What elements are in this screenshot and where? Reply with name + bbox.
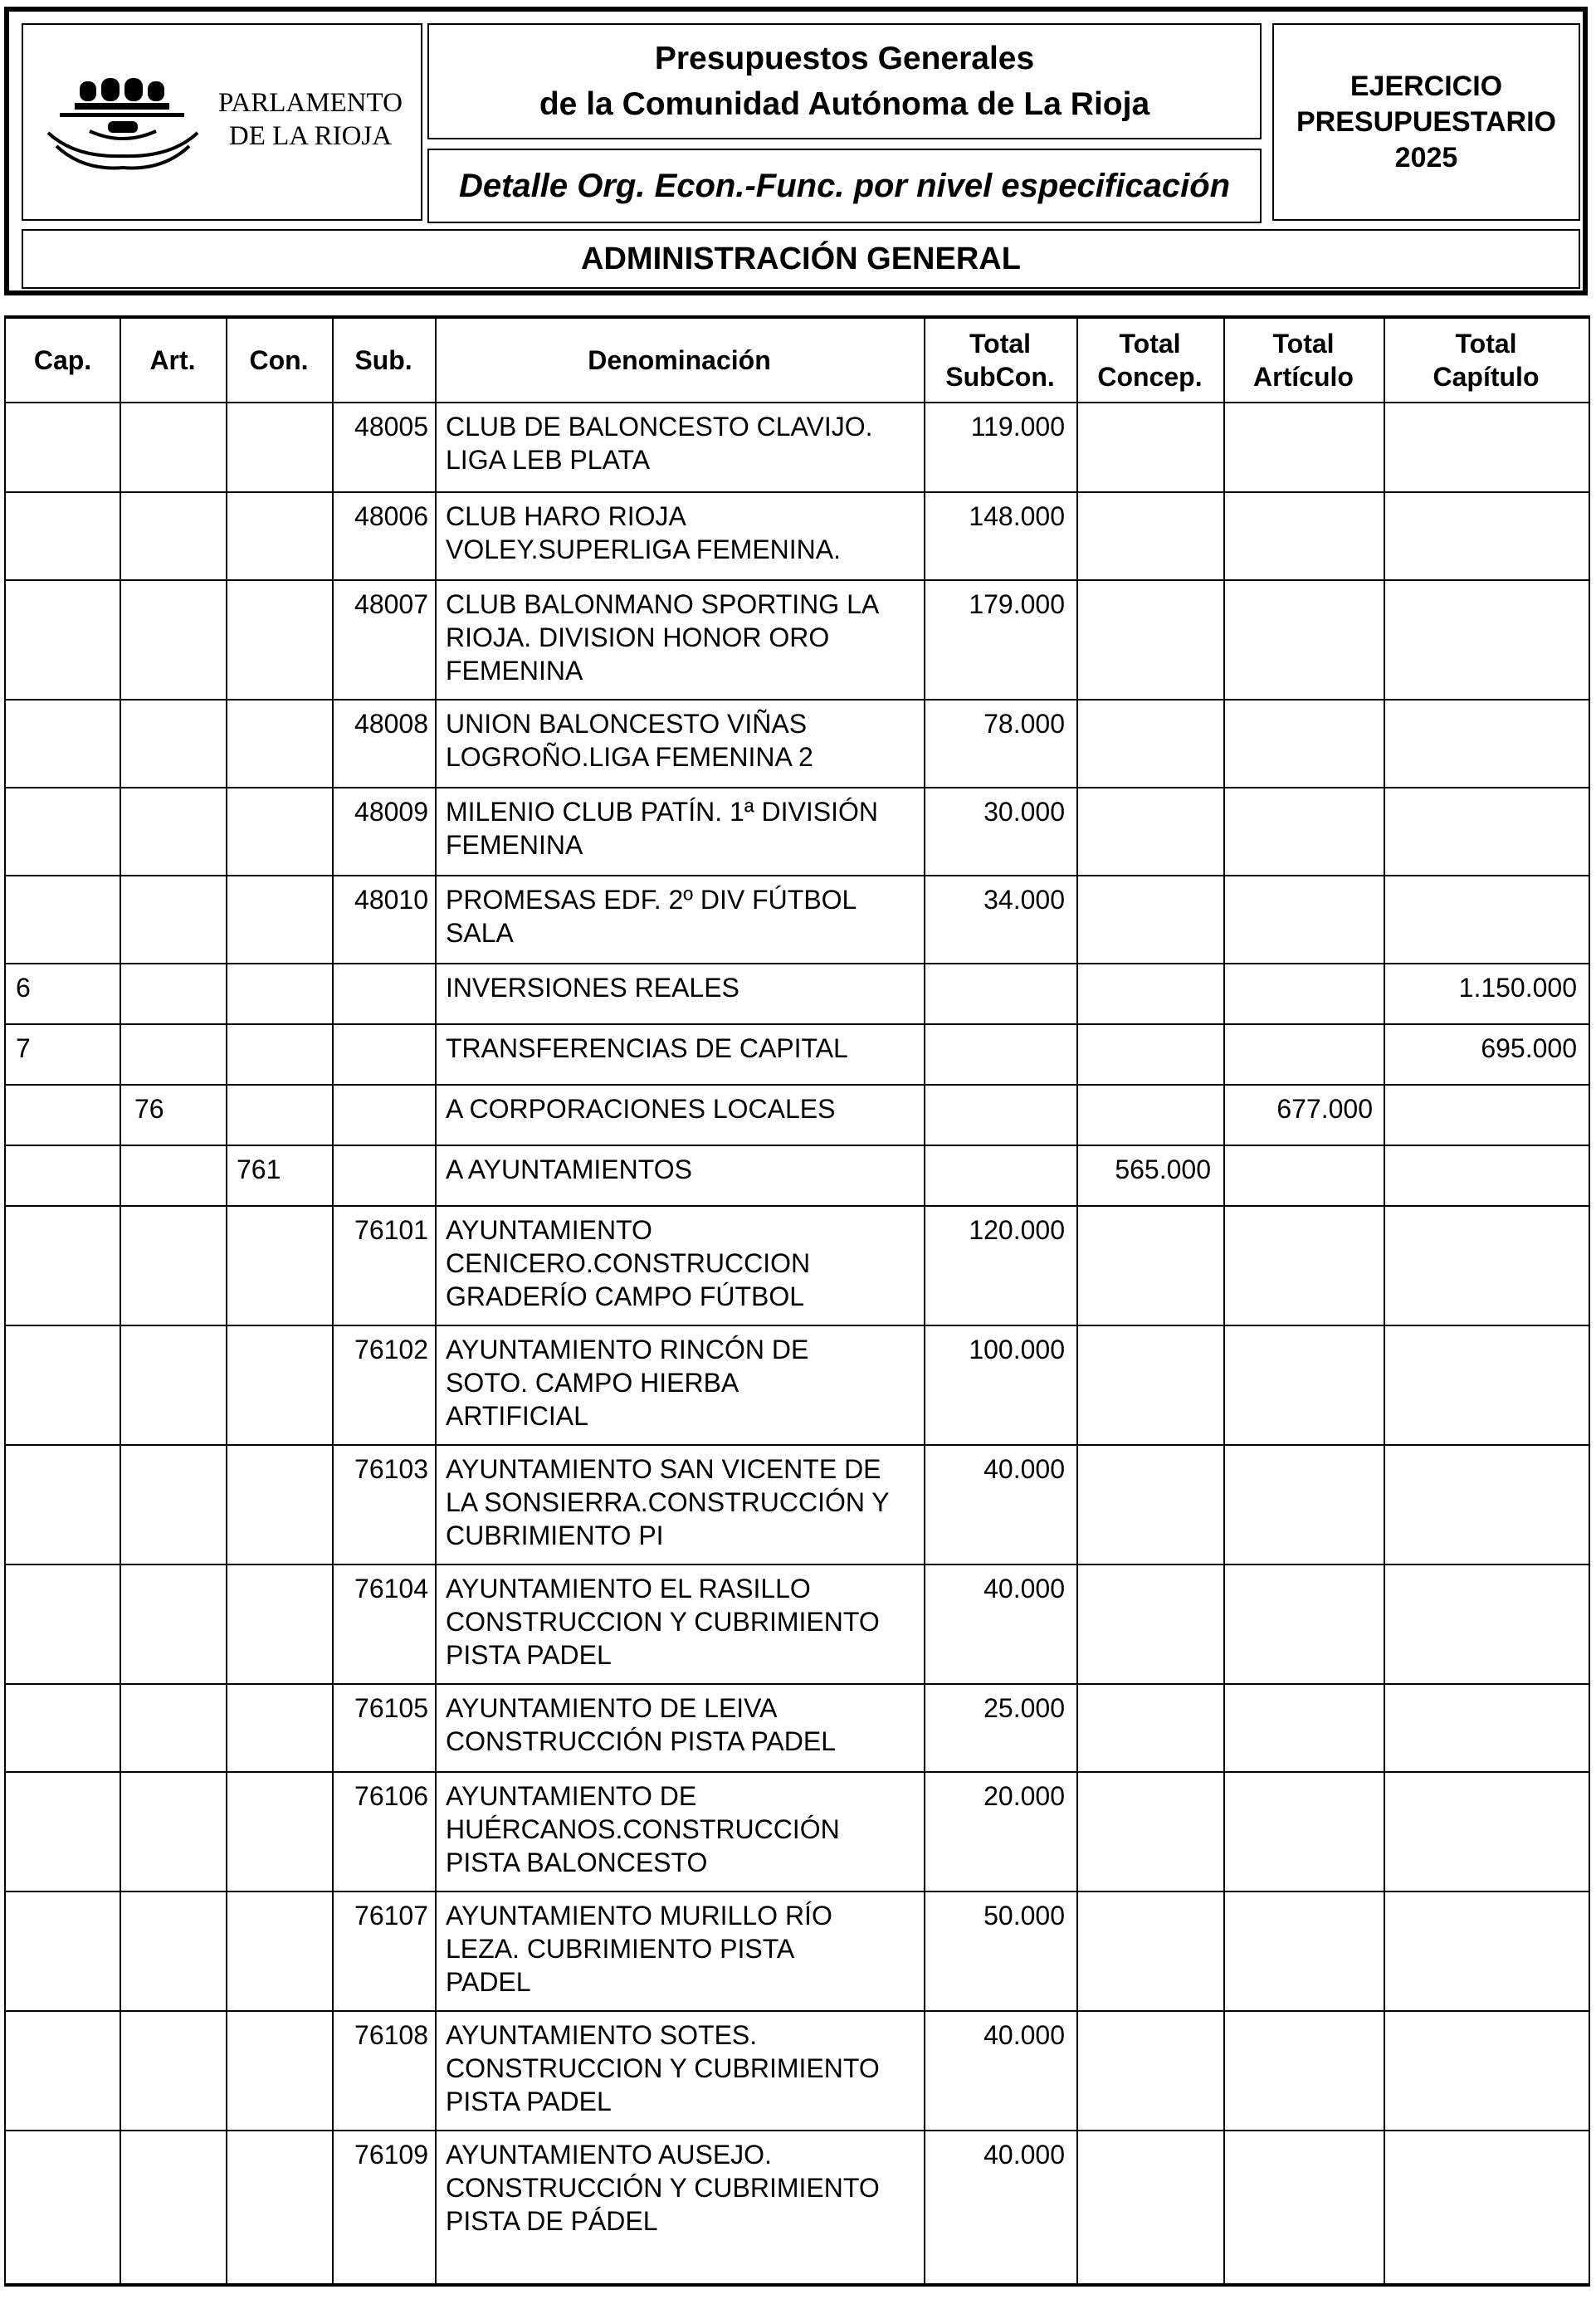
cell-capitulo: 1.150.000 — [1458, 973, 1577, 1003]
cell-sub: 76108 — [354, 2020, 428, 2050]
cell-art: 76 — [134, 1094, 164, 1124]
row-divider — [6, 1084, 1589, 1086]
col-header-denominacion: Denominación — [588, 345, 771, 375]
cell-con: 761 — [237, 1154, 281, 1184]
row-divider — [6, 875, 1589, 876]
cell-denominacion — [446, 1452, 919, 1552]
denominacion-line: CONSTRUCCIÓN Y CUBRIMIENTO — [446, 2173, 880, 2203]
section-title: ADMINISTRACIÓN GENERAL — [581, 241, 1021, 276]
cell-denominacion — [446, 500, 919, 566]
col-header-con: Con. — [249, 345, 309, 375]
row-divider — [6, 1891, 1589, 1892]
ejercicio-line1: EJERCICIO — [1350, 70, 1503, 102]
cell-denominacion — [446, 2138, 919, 2238]
row-divider — [6, 963, 1589, 964]
cell-subcon: 40.000 — [983, 2020, 1065, 2050]
denominacion-line: LIGA LEB PLATA — [446, 445, 651, 475]
row-divider — [6, 1683, 1589, 1685]
denominacion-line: AYUNTAMIENTO — [446, 1215, 652, 1245]
document-header — [4, 7, 1588, 295]
cell-subcon: 25.000 — [983, 1693, 1065, 1723]
cell-sub: 76107 — [354, 1901, 428, 1931]
denominacion-line: GRADERÍO CAMPO FÚTBOL — [446, 1281, 805, 1311]
cell-denominacion — [446, 707, 919, 774]
denominacion-line: CLUB HARO RIOJA — [446, 501, 686, 531]
col-header-concep: Total Concep. — [1097, 329, 1203, 392]
cell-concep: 565.000 — [1115, 1154, 1211, 1184]
cell-denominacion — [446, 1032, 919, 1065]
cell-sub: 48008 — [354, 709, 428, 739]
cell-subcon: 78.000 — [983, 709, 1065, 739]
col-header-sub: Sub. — [354, 345, 412, 375]
col-header-capitulo: Total Capítulo — [1432, 329, 1540, 392]
denominacion-line: RIOJA. DIVISION HONOR ORO — [446, 622, 830, 652]
cell-denominacion — [446, 1213, 919, 1313]
logo-box — [22, 23, 422, 221]
cell-sub: 48010 — [354, 885, 428, 915]
cell-denominacion — [446, 1333, 919, 1433]
denominacion-line: A CORPORACIONES LOCALES — [446, 1094, 836, 1124]
denominacion-line: CONSTRUCCIÓN PISTA PADEL — [446, 1726, 836, 1756]
cell-denominacion — [446, 1092, 919, 1125]
col-header-cap: Cap. — [33, 345, 92, 375]
row-divider — [6, 699, 1589, 700]
row-divider — [6, 2010, 1589, 2012]
col-divider — [120, 319, 121, 2283]
budget-table — [4, 315, 1590, 2287]
cell-denominacion — [446, 1572, 919, 1672]
cell-subcon: 119.000 — [970, 412, 1065, 442]
cell-denominacion — [446, 795, 919, 862]
denominacion-line: AYUNTAMIENTO EL RASILLO — [446, 1574, 811, 1604]
denominacion-line: PISTA DE PÁDEL — [446, 2206, 658, 2236]
denominacion-line: CENICERO.CONSTRUCCION — [446, 1248, 811, 1278]
denominacion-line: TRANSFERENCIAS DE CAPITAL — [446, 1033, 848, 1063]
title-box — [427, 23, 1262, 139]
col-header-art: Art. — [149, 345, 196, 375]
denominacion-line: CLUB BALONMANO SPORTING LA — [446, 589, 880, 619]
row-divider — [6, 1444, 1589, 1446]
cell-denominacion — [446, 1899, 919, 1999]
row-divider — [6, 1205, 1589, 1207]
denominacion-line: SOTO. CAMPO HIERBA — [446, 1368, 739, 1398]
cell-sub: 48006 — [354, 501, 428, 531]
cell-denominacion — [446, 1153, 919, 1186]
org-name-line2: DE LA RIOJA — [228, 121, 393, 151]
denominacion-line: UNION BALONCESTO VIÑAS — [446, 709, 808, 739]
denominacion-line: LOGROÑO.LIGA FEMENINA 2 — [446, 742, 813, 772]
ejercicio-year: 2025 — [1394, 141, 1458, 173]
cell-sub: 76105 — [354, 1693, 428, 1723]
denominacion-line: AYUNTAMIENTO DE — [446, 1781, 697, 1811]
cell-cap: 7 — [16, 1033, 31, 1063]
cell-sub: 76109 — [354, 2140, 428, 2170]
denominacion-line: MILENIO CLUB PATÍN. 1ª DIVISIÓN — [446, 797, 878, 827]
section-box — [22, 229, 1580, 289]
denominacion-line: CUBRIMIENTO PI — [446, 1521, 664, 1550]
denominacion-line: SALA — [446, 918, 514, 948]
cell-subcon: 120.000 — [969, 1215, 1065, 1245]
cell-sub: 48005 — [354, 412, 428, 442]
row-divider — [6, 402, 1589, 403]
cell-subcon: 34.000 — [983, 885, 1065, 915]
ejercicio-line2: PRESUPUESTARIO — [1296, 105, 1556, 138]
cell-sub: 76102 — [354, 1335, 428, 1364]
denominacion-line: PISTA PADEL — [446, 2087, 612, 2116]
cell-denominacion — [446, 971, 919, 1004]
cell-sub: 76106 — [354, 1781, 428, 1811]
row-divider — [6, 1325, 1589, 1326]
denominacion-line: LA SONSIERRA.CONSTRUCCIÓN Y — [446, 1487, 890, 1517]
col-header-articulo: Total Artículo — [1253, 329, 1354, 392]
cell-subcon: 40.000 — [983, 1454, 1065, 1484]
cell-denominacion — [446, 588, 919, 687]
denominacion-line: CONSTRUCCION Y CUBRIMIENTO — [446, 2053, 880, 2083]
cell-cap: 6 — [16, 973, 31, 1003]
denominacion-line: HUÉRCANOS.CONSTRUCCIÓN — [446, 1814, 840, 1844]
denominacion-line: PROMESAS EDF. 2º DIV FÚTBOL — [446, 885, 857, 915]
denominacion-line: VOLEY.SUPERLIGA FEMENINA. — [446, 535, 842, 564]
col-divider — [435, 319, 437, 2283]
denominacion-line: AYUNTAMIENTO DE LEIVA — [446, 1693, 778, 1723]
cell-subcon: 179.000 — [969, 589, 1065, 619]
col-divider — [226, 319, 227, 2283]
denominacion-line: PISTA BALONCESTO — [446, 1848, 708, 1877]
ejercicio-box — [1272, 23, 1580, 221]
cell-denominacion — [446, 1779, 919, 1879]
cell-denominacion — [446, 883, 919, 949]
title-line1: Presupuestos Generales — [654, 41, 1035, 76]
denominacion-line: PADEL — [446, 1967, 531, 1997]
row-divider — [6, 1771, 1589, 1773]
col-divider — [1223, 319, 1225, 2283]
row-divider — [6, 491, 1589, 493]
denominacion-line: FEMENINA — [446, 656, 583, 686]
col-divider — [1076, 319, 1078, 2283]
denominacion-line: INVERSIONES REALES — [446, 973, 739, 1003]
cell-sub: 48007 — [354, 589, 428, 619]
cell-sub: 76104 — [354, 1574, 428, 1604]
row-divider — [6, 1564, 1589, 1565]
cell-capitulo: 695.000 — [1481, 1033, 1577, 1063]
cell-subcon: 50.000 — [983, 1901, 1065, 1931]
cell-articulo: 677.000 — [1276, 1094, 1373, 1124]
cell-denominacion — [446, 2018, 919, 2118]
denominacion-line: CONSTRUCCION Y CUBRIMIENTO — [446, 1607, 880, 1637]
cell-subcon: 100.000 — [969, 1335, 1065, 1364]
row-divider — [6, 2130, 1589, 2131]
row-divider — [6, 1145, 1589, 1146]
denominacion-line: AYUNTAMIENTO AUSEJO. — [446, 2140, 772, 2170]
cell-subcon: 30.000 — [983, 797, 1065, 827]
denominacion-line: A AYUNTAMIENTOS — [446, 1154, 692, 1184]
row-divider — [6, 1023, 1589, 1025]
cell-denominacion — [446, 1691, 919, 1758]
col-divider — [1384, 319, 1385, 2283]
cell-sub: 76103 — [354, 1454, 428, 1484]
denominacion-line: AYUNTAMIENTO RINCÓN DE — [446, 1335, 809, 1364]
parliament-logo-icon — [41, 66, 207, 191]
denominacion-line: CLUB DE BALONCESTO CLAVIJO. — [446, 412, 873, 442]
denominacion-line: AYUNTAMIENTO SAN VICENTE DE — [446, 1454, 881, 1484]
subtitle: Detalle Org. Econ.-Func. por nivel especificación — [458, 167, 1231, 204]
subtitle-box — [427, 149, 1262, 223]
denominacion-line: LEZA. CUBRIMIENTO PISTA — [446, 1934, 795, 1964]
denominacion-line: PISTA PADEL — [446, 1640, 612, 1670]
org-name-line1: PARLAMENTO — [218, 88, 403, 118]
cell-sub: 48009 — [354, 797, 428, 827]
cell-subcon: 40.000 — [983, 2140, 1065, 2170]
cell-subcon: 20.000 — [983, 1781, 1065, 1811]
row-divider — [6, 579, 1589, 581]
denominacion-line: FEMENINA — [446, 830, 583, 860]
cell-denominacion — [446, 410, 919, 476]
col-header-subcon: Total SubCon. — [945, 329, 1055, 392]
cell-sub: 76101 — [354, 1215, 428, 1245]
denominacion-line: ARTIFICIAL — [446, 1401, 588, 1431]
title-line2: de la Comunidad Autónoma de La Rioja — [539, 86, 1150, 122]
cell-subcon: 148.000 — [969, 501, 1065, 531]
cell-subcon: 40.000 — [983, 1574, 1065, 1604]
row-divider — [6, 787, 1589, 788]
denominacion-line: AYUNTAMIENTO SOTES. — [446, 2020, 758, 2050]
denominacion-line: AYUNTAMIENTO MURILLO RÍO — [446, 1901, 832, 1931]
